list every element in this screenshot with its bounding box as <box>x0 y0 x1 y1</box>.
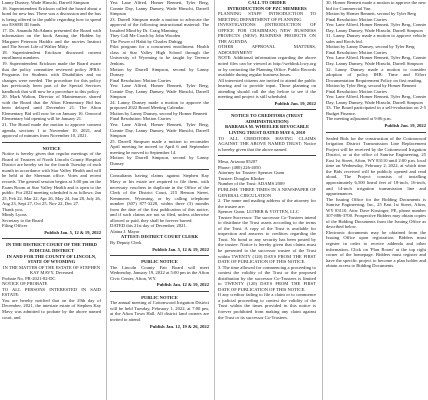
notice-paragraph: Electronic documents may be obtained from the Issuing Office upon registration. Bidders must register in order to receive addenda and other information. Click on 'Plan Room' at the top right corner of the homepage. Bidders must register and have the specific project to become a plan holder and obtain access to Bidding Documents. <box>326 229 426 269</box>
notice-paragraph: The annual meeting of Cottonwood Irrigation District will be held Tuesday, February 1, 2022, at 7:00 pm, at the Afton Town Hall. All district land owners are invited to attend. <box>110 300 209 322</box>
notice-paragraph: Notice is hereby given that regular meetings of the Board of Trustees of North Lincoln County Hospital District are hereby set for the fourth Tuesday of each month in accordance with Star Valley Health and will be held at the Sherman office. Votes and recent records. The general session begins at 3:00 pm on the Exam Room at Star Valley Health and is open to the public. For 2022 meeting scheduled is as follows: Jan 25, Feb 22, Mar 22, Apr 26, May 24, Jun 28, July 26, Aug 23, Sept 27, Oct 25, Nov 22, Dec 27. <box>2 151 101 207</box>
notice-paragraph: Yea: Lane Alfred, Homer Bennett, Tyler Berg, Connie Day, Lanny Dunsey, Wade Hinschi, Darrell Simpson <box>326 22 426 33</box>
notice-paragraph: 2. The name and mailing address of the attorney for the trustee are: <box>218 198 316 209</box>
notice-paragraph: The meeting adjourned at 9:06 p.m. <box>326 116 392 122</box>
notice-paragraph: Number of the Trust: ADAMS 2009 <box>218 181 285 187</box>
notice-paragraph: Secretary to the Board <box>2 217 44 223</box>
publish-date: Publish Jan. 19, 2022 <box>384 123 426 129</box>
notice-paragraph: 19. Superintendent Erickson made the Board aware that the policy committee reviewed policy JFBA: Programs for Students with Disabilities and no changes were needed. The procedure for this policy has previously been part of the Special Services handbook that will now be a procedure to this policy. <box>2 61 101 94</box>
notice-heading: NOTICE <box>42 145 61 151</box>
notice-paragraph: TO ALL PERSONS INTERESTED IN SAID ESTATE: <box>2 286 101 298</box>
notice-paragraph: 18. Superintendent Erickson discussed current enrollment numbers. <box>2 49 101 61</box>
notice-paragraph: 3. The time allowed for commencing a proceeding to contest the validity of the Trust or the proposed distribution by the successor Co-Trustees is limited to TWENTY (120) DAYS FROM THE FIRST DATE OF PUBLICATION OF THIS NOTICE. <box>218 264 316 292</box>
notice-paragraph: Consultants having claims against Stephen Kay Mavy or his estate are required to file them, with necessary vouchers in duplicate in the Office of the Clerk of the District Court, 215 Benson Street, Kemmerer, Wyoming, or by calling telephone number (307) 877-3228, within three (3) months from the date of the first publication of this notice, and if such claims are not so filed, unless otherwise allowed or paid, they shall be forever barred. <box>110 173 209 223</box>
section-rule <box>2 142 101 143</box>
section-rule <box>110 255 209 256</box>
notice-heading: CALL TO ORDER <box>248 0 286 5</box>
notice-heading: BARBARA M. WHEELER REVOCABLE LIVING TRUST DATED MAY 6, 2010 <box>224 124 310 136</box>
publish-date: Publish Jan. 12 & 19, 2022 <box>156 282 209 288</box>
column-divider <box>322 0 323 400</box>
notice-paragraph: NOTICE OF PROBATE <box>2 281 48 287</box>
notice-column-1 <box>2 0 101 400</box>
notice-paragraph: Final Resolution: Motion Carries <box>110 77 171 83</box>
notice-paragraph: Yea: Lane Alfred, Homer Bennett, Tyler Berg, Connie Day, Lanny Dunsey, Wade Hinschi, Darrell Simpson <box>110 122 209 139</box>
notice-paragraph: 21. The Board made the motion to approve consent agenda, sections 1 to November 10, 2021, and approval of minutes from November 10, 2021. <box>2 122 101 139</box>
notice-paragraph: Motion by Homer Bennett, second by Tyler Berg <box>326 11 417 17</box>
notice-paragraph: Final Resolution: Motion Carries <box>326 16 387 22</box>
notice-heading: INTRODUCTION OF PZC MEMBERS <box>227 5 307 11</box>
notice-paragraph: OTHER APPROVAL MATTERS, ADJOURNMENT <box>218 44 316 55</box>
notice-heading: NOTICE TO CREDITORS (TRUST ADMINISTRATION) <box>230 113 304 124</box>
notice-paragraph: You are hereby notified that on the 29th day of December, 2021, the intestate estate of Stephen Kay Mavy was admitted to probate by the above named court, and <box>2 297 101 320</box>
notice-paragraph: Filing Officer <box>2 223 28 229</box>
notice-paragraph: 17. Dr. Amanda McAdams presented the Board with information on the book Among the Hidden by Margaret Peterson Haddix and the movies Instinct and The Secret Life of Walter Mitty. <box>2 27 101 50</box>
publish-date: Publish Jan. 19, 2022 <box>274 100 316 106</box>
notice-column-2 <box>110 0 209 400</box>
notice-heading: ATTEST: DISTRICT COURT CLERK <box>120 234 199 240</box>
notice-paragraph: 32. Lanny Dunsey made a motion to consider adoption of policy IHB: Time and Effort Documentation Requirement Policy on first reading. <box>326 66 426 83</box>
notice-paragraph: INVESTIGATIONS (INTRODUCTION OF OFFICE FOR CHAIRMAN) NEW BUSINESS PROJECTS (NEW) BUSINESS PROJECTS ON THE AGENDA <box>218 22 316 44</box>
notice-paragraph: Pilot program for a concurrent enrollment: Health class at Star Valley High School through the University of Wyoming to be taught by Terence Jenkins. <box>110 44 209 67</box>
section-rule <box>2 238 101 239</box>
notice-paragraph: Motion by Lanny Dunsey, second by Tyler Berg <box>326 44 415 50</box>
notice-paragraph: 25. Darrell Simpson made a motion to reconsider April meeting be moved to April 6 and September meeting be moved to September 14. <box>110 138 209 155</box>
notice-paragraph: Lanny Dunsey, Wade Hinschi, Darrell Simpson <box>2 0 90 5</box>
column-divider <box>106 0 107 400</box>
notice-paragraph: NOTE: Additional information regarding the above noted files can be viewed at http://weblink.lcwy.org or by contacting the Planning Office. Public Records available during regular business hours. <box>218 55 316 78</box>
notice-paragraph: All interested citizens are invited to attend the public hearing and to provide input. Those planning on attending should call the day before to see if the meeting and project is still scheduled. <box>218 77 316 100</box>
column-divider <box>214 0 215 400</box>
notice-paragraph: 16. Superintendent Erickson called the board about a bond for new bus. There was a discussion and the bus is being offered to the public regarding how to spend our ESSER III funds. <box>2 5 101 28</box>
notice-paragraph: By Deputy Clerk <box>110 239 142 245</box>
notice-paragraph: Yea: Lane Alfred, Homer Bennett, Tyler Berg, Connie Day, Lanny Dunsey, Wade Hinschi, Darrell Simpson <box>326 94 426 105</box>
notice-paragraph: Motion by Tyler Berg, second by Homer Bennett <box>326 83 417 89</box>
notice-paragraph: Alaina J. Mayor <box>110 228 140 234</box>
notice-paragraph: Final Resolution: Motion Carries <box>326 88 387 94</box>
notice-paragraph: Probate No. PR-2021-82-DC <box>2 275 56 281</box>
publish-date: Publish Jan. 5, 12 & 19, 2022 <box>152 246 209 252</box>
notice-heading: IN AND FOR THE COUNTY OF LINCOLN, STATE OF WYOMING <box>6 253 97 265</box>
notice-paragraph: 33. The Board participated in a self-evaluation on 2-5 Budget Finance. <box>326 105 426 116</box>
notice-paragraph: They Call Me Coach by John Wooden <box>110 33 181 39</box>
notice-paragraph: Final Resolution: Motion Carries <box>326 49 387 55</box>
notice-paragraph: Motion by Darrell Simpson, second by Lanny Dunsey <box>110 66 209 78</box>
notice-paragraph: If any creditor failing to file a claim or to commence a judicial proceeding to contest the validity of the Trust within the times provided in this notice is forever prohibited from making any claim against the Trust or its successor Co-Trustees. <box>218 292 316 320</box>
notice-paragraph: 24. Lanny Dunsey made a motion to approve the proposed 2022 Board Meeting Calendar. <box>110 99 209 111</box>
notice-paragraph: The Lincoln County Fair Board will meet Wednesday, January 19, 2022 at 5:00 pm in the Afton Civic Center, Afton, WY. <box>110 264 209 281</box>
notice-heading: PUBLIC NOTICE <box>141 294 178 300</box>
notice-paragraph: Trustee: Douglas Klinker <box>218 175 265 181</box>
notice-paragraph: Sealed Bids for the construction of the Cottonwood Irrigation District Transmission Line Replacement Project will be received by the Cottonwood Irrigation District, or at the office of Sunrise Engineering, 25 East 1st Street, Afton, WY 83110 until 2:00 p.m. local time on Wednesday, February 2, 2022, at which time the Bids received will be publicly opened and read aloud. The Project consists of installing approximately 6,500 lineal feet of 18-inch, 16-inch, and 14-inch irrigation transmission line and appurtenances. <box>326 135 426 197</box>
notice-paragraph: Motion by Lanny Dunsey, second by Homer Bennett <box>110 110 208 116</box>
notice-paragraph: TO ALL CREDITORS HAVING CLAIMS AGAINST THE ABOVE NAMED TRUST: Notice is hereby given that the above named <box>218 135 316 152</box>
section-rule <box>110 291 209 292</box>
section-rule <box>110 169 209 170</box>
notice-heading: IN THE DISTRICT COURT OF THE THIRD JUDICIAL DISTRICT <box>6 242 97 253</box>
notice-paragraph: 30. Homer Bennett made a motion to approve the new bid for Commercial Van. <box>326 0 426 11</box>
notice-paragraph: Yea: Lane Alfred, Homer Bennett, Tyler Berg, Connie Day, Lanny Dunsey, Wade Hinschi, Darrell Simpson <box>110 0 209 17</box>
notice-paragraph: Final Resolution: Motion Carries <box>110 116 171 122</box>
notice-paragraph: Mesa, Arizona 85207 <box>218 159 258 165</box>
notice-caption: IN THE MATTER OF THE ESTATE OF STEPHEN KAY MAVY, Deceased <box>2 264 101 276</box>
notice-paragraph: The Issuing Office for the Bidding Documents is Sunrise Engineering, Inc., 25 East 1st Street, Afton, WY 83110, Attn: Dave Kissinger, PE, phone number 307-886-3700. Prospective Bidders may obtain copies of the Bidding Documents from the Issuing Office as described below. <box>326 196 426 230</box>
notice-paragraph: Mindy Lyons <box>2 212 27 218</box>
notice-paragraph: Motion by Darrell Simpson, second by Lanny Dunsey <box>110 155 209 166</box>
notice-paragraph: Thank you, <box>2 206 23 212</box>
section-rule <box>326 132 426 133</box>
notice-paragraph: The Power of Habit by Charles Duhigg <box>110 38 183 44</box>
notice-paragraph: PLANNING STAFF INTRODUCTION TO MEETING DEPARTMENT OF PLANNING <box>218 11 316 22</box>
notice-paragraph: PUBLISH: THREE TIMES IN A NEWSPAPER OF GENERAL CIRCULATION <box>218 186 316 198</box>
notice-paragraph: 31. Lanny Dunsey made a motion to approve vehicle sales and Roofs bid. <box>326 33 426 44</box>
notice-paragraph: DATED this 21st day of December, 2021. <box>110 223 187 229</box>
notice-paragraph: Yea: Lane Alfred, Homer Bennett, Tyler Berg, Connie Day, Lanny Dunsey, Wade Hinschi, Darrell Simpson <box>326 55 426 67</box>
notice-paragraph: Phone: (480) 226-4050 <box>218 164 261 170</box>
notice-paragraph: Attorney for Trustee: Spencer Gunn <box>218 170 285 176</box>
notice-column-4 <box>326 0 426 400</box>
notice-paragraph: Spencer Gunn, LLTHER & VOTTEN, LLC <box>218 209 299 215</box>
section-rule <box>218 109 316 110</box>
notice-paragraph: 20. Mark Walton, Director of Maintenance, shared with the Board that the Alton Elementary Bid has been delayed until December 21. The Alton Elementary Bid will now be on January 16. Onwood Elementary bid opening will be January 21. <box>2 94 101 122</box>
notice-column-3 <box>218 0 316 400</box>
notice-heading: PUBLIC NOTICE <box>141 259 178 265</box>
publish-date: Publish Jan. 5, 12 & 19, 2022 <box>44 229 101 235</box>
publish-date: Publish Jan. 12, 19 & 26, 2022 <box>149 323 209 329</box>
section-rule <box>218 155 316 156</box>
notice-paragraph: Yea: Lane Alfred, Homer Bennett, Tyler Berg, Connie Day, Lanny Dunsey, Wade Hinschi, Darrell Simpson <box>110 83 209 100</box>
notice-paragraph: Trustee Successor: The successor Co-Trustees intend to distribute the Trust assets according to the terms of the Trust. A copy of the Trust is available for inspection and answers to creditors regarding the Trust. No bond or any security has been posted by the trustee. Notice is hereby given that claims must be presented to the successor trustee of the Trust within TWENTY (120) DAYS FROM THE FIRST DATE OF PUBLICATION OF THIS NOTICE. <box>218 214 316 265</box>
notice-paragraph: 23. Darrell Simpson made a motion to advocate the approval of the following instructional material: The Insulted Mind by Dr. Craig Manning <box>110 16 209 33</box>
